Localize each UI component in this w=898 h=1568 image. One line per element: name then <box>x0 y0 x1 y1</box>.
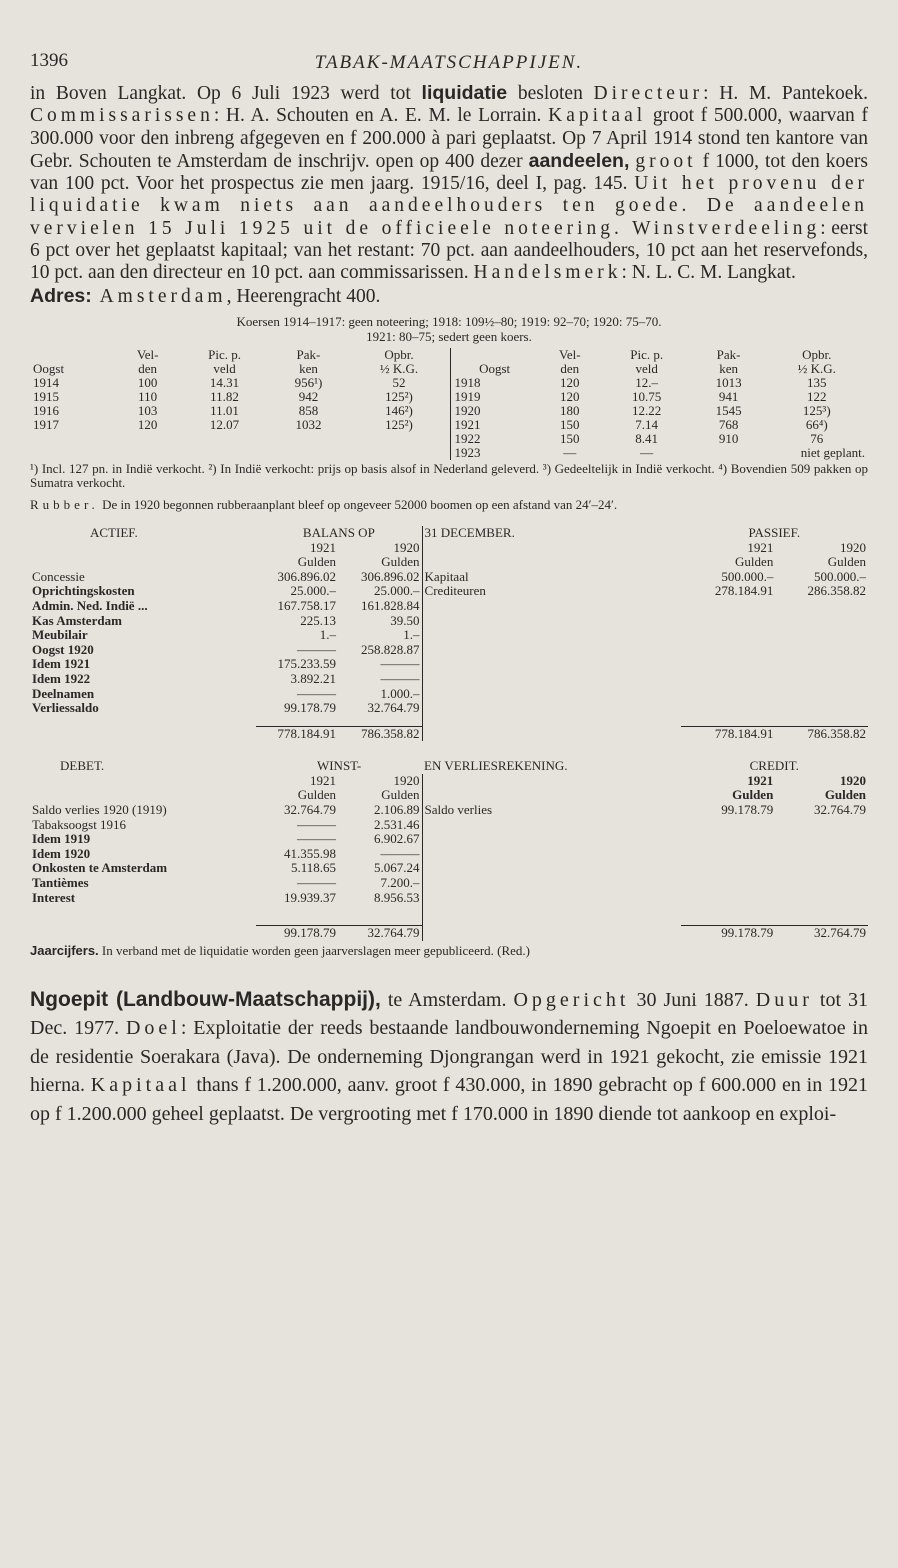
passief-title: PASSIEF. <box>748 525 801 540</box>
total-cell: 786.358.82 <box>338 726 422 741</box>
year-1921: 1921 <box>310 540 337 555</box>
statement-cell: ——— <box>380 846 420 861</box>
statement-cell <box>422 628 681 643</box>
statement-cell <box>681 599 776 614</box>
production-cell: 120 <box>137 416 158 432</box>
statement-cell: 175.233.59 <box>277 657 337 672</box>
statement-cell: 39.50 <box>390 613 420 628</box>
total-cell: 778.184.91 <box>681 726 776 741</box>
statement-row <box>30 818 868 833</box>
opgericht-value: 30 Juni 1887. <box>629 988 756 1011</box>
production-cell: 12.– <box>635 374 659 390</box>
production-cell: 858 <box>298 402 319 418</box>
year-1921: 1921 <box>747 540 774 555</box>
winstverdeeling-label: Winstverdeeling <box>622 217 821 239</box>
statement-cell: Tantièmes <box>32 876 89 891</box>
statement-cell: 2.531.46 <box>374 817 420 832</box>
aandeelen-term: aandeelen, <box>528 149 630 172</box>
statement-cell: 7.200.– <box>380 876 420 891</box>
statement-cell <box>775 876 868 891</box>
production-cell: 11.82 <box>210 388 239 404</box>
koersen-line-2: 1921: 80–75; sedert geen koers. <box>366 328 532 344</box>
statement-row <box>30 599 868 614</box>
statement-cell <box>681 818 776 833</box>
statement-cell: ——— <box>380 657 420 672</box>
statement-cell: 32.764.79 <box>284 803 337 818</box>
production-row <box>30 404 868 418</box>
production-cell: — <box>563 444 577 460</box>
production-cell: 1032 <box>295 416 322 432</box>
balans-title-b: 31 DECEMBER. <box>422 526 681 541</box>
statement-cell <box>681 891 776 906</box>
winst-totals-row <box>30 926 868 941</box>
header-cell: ken <box>719 360 738 376</box>
total-cell: 786.358.82 <box>775 726 868 741</box>
credit-title: CREDIT. <box>749 759 799 774</box>
statement-row <box>30 891 868 906</box>
production-cell: 180 <box>560 402 580 418</box>
statement-cell <box>681 628 776 643</box>
commissarissen-label: Commissarissen <box>30 105 214 127</box>
statement-cell: 1.– <box>319 628 337 643</box>
unit-label: Gulden <box>824 788 866 803</box>
production-cell: 7.14 <box>635 416 659 432</box>
statement-cell: 3.892.21 <box>290 671 337 686</box>
handelsmerk-label: Handelsmerk <box>473 262 622 284</box>
header-cell: veld <box>635 360 658 376</box>
total-cell: 778.184.91 <box>256 726 338 741</box>
production-cell: 122 <box>807 388 827 404</box>
statement-cell <box>775 628 868 643</box>
statement-cell <box>422 876 680 891</box>
statement-cell <box>422 861 680 876</box>
production-cell: 150 <box>560 416 580 432</box>
actief-title: ACTIEF. <box>90 525 138 540</box>
balans-totals-row <box>30 726 868 741</box>
statement-cell: Interest <box>32 890 76 905</box>
year-1920: 1920 <box>393 773 420 788</box>
statement-cell: 1.– <box>403 628 420 643</box>
header-cell <box>451 348 538 362</box>
header-cell: Opbr. <box>384 346 414 362</box>
statement-cell <box>681 832 776 847</box>
production-header-top <box>30 348 868 362</box>
production-cell: 11.01 <box>210 402 239 418</box>
statement-cell <box>422 614 681 629</box>
production-cell: 125²) <box>385 388 413 404</box>
intro-paragraph <box>30 82 868 308</box>
production-cell: 120 <box>560 374 580 390</box>
statement-cell: Idem 1922 <box>32 671 91 686</box>
statement-cell: 167.758.17 <box>277 598 337 613</box>
year-1920: 1920 <box>393 540 420 555</box>
statement-cell: ——— <box>297 686 337 701</box>
statement-cell <box>681 614 776 629</box>
doel-value: : Exploitatie der reeds bestaande landbouwonderneming Ngoepit en Poeloewatoe in de residentie Soerakara (Java). De onderneming Djongrangan werd in 1921 gekocht, zie emissie 1921 hierna. <box>30 1017 868 1097</box>
rubber-label: Rubber. <box>30 496 99 512</box>
production-cell: 1922 <box>451 432 538 446</box>
statement-cell: 25.000.– <box>290 584 337 599</box>
production-cell: 8.41 <box>635 430 659 446</box>
statement-cell <box>422 657 681 672</box>
statement-cell: 99.178.79 <box>284 701 337 716</box>
statement-cell: 41.355.98 <box>284 846 337 861</box>
statement-row <box>30 847 868 862</box>
winstverdeeling-value: : eerst 6 pct over het geplaatst kapitaal; van het restant: 70 pct. aan aandeelhouders, 10 pct aan het reservefonds, 10 pct. aan den directeur en 10 pct. aan commissarissen. <box>30 217 869 284</box>
production-cell: niet geplant. <box>800 444 865 460</box>
statement-cell: ——— <box>380 671 420 686</box>
unit-label: Gulden <box>732 788 774 803</box>
statement-cell <box>775 657 868 672</box>
statement-cell: Deelnamen <box>32 686 95 701</box>
production-row <box>30 446 868 460</box>
statement-cell: 278.184.91 <box>714 584 774 599</box>
statement-cell <box>422 687 681 702</box>
production-row <box>30 376 868 390</box>
directeur-label: Directeur <box>593 83 704 104</box>
production-cell: 125²) <box>385 416 413 432</box>
winst-title-b: EN VERLIESREKENING. <box>424 759 568 774</box>
production-cell: 66⁴) <box>805 416 828 432</box>
production-cell: 146²) <box>385 402 413 418</box>
statement-cell: Onkosten te Amsterdam <box>32 861 168 876</box>
statement-cell: Oogst 1920 <box>32 642 94 657</box>
jaarcijfers-paragraph <box>30 943 868 958</box>
statement-cell: Kas Amsterdam <box>32 613 122 628</box>
kapitaal-label: Kapitaal <box>90 1074 191 1097</box>
statement-cell: Crediteuren <box>422 584 681 599</box>
statement-cell: Verliessaldo <box>32 701 99 716</box>
unit-label: Gulden <box>381 555 420 570</box>
statement-cell: ——— <box>297 642 337 657</box>
unit-label: Gulden <box>735 555 774 570</box>
production-table <box>30 348 868 460</box>
winst-title-row <box>30 759 868 774</box>
company-name: Ngoepit (Landbouw-Maatschappij), <box>30 987 381 1011</box>
statement-cell <box>775 847 868 862</box>
statement-cell <box>775 643 868 658</box>
statement-cell: 500.000.– <box>721 569 774 584</box>
statement-cell: 5.118.65 <box>290 861 337 876</box>
production-cell: 12.22 <box>632 402 662 418</box>
statement-cell <box>681 847 776 862</box>
statement-cell <box>681 687 776 702</box>
statement-cell <box>681 861 776 876</box>
statement-row <box>30 876 868 891</box>
statement-cell: 306.896.02 <box>361 569 420 584</box>
production-cell: 1921 <box>451 418 538 432</box>
statement-cell <box>422 701 681 716</box>
production-cell: 110 <box>138 388 158 404</box>
production-cell <box>269 446 347 460</box>
statement-cell <box>775 687 868 702</box>
header-cell: Pak- <box>296 346 321 362</box>
statement-cell: 225.13 <box>300 613 337 628</box>
year-1920: 1920 <box>840 540 866 555</box>
statement-cell <box>681 643 776 658</box>
year-1920: 1920 <box>840 773 866 788</box>
opgericht-label: Opgericht <box>513 988 630 1011</box>
header-cell: Opbr. <box>802 346 832 362</box>
production-cell: 125³) <box>802 402 831 418</box>
production-cell: — <box>640 444 654 460</box>
production-header-bottom <box>30 362 868 376</box>
statement-cell <box>775 891 868 906</box>
production-cell <box>180 432 270 446</box>
ngoepit-paragraph <box>30 986 868 1129</box>
statement-cell: 286.358.82 <box>807 584 866 599</box>
header-cell: den <box>560 360 580 376</box>
statement-cell: 8.956.53 <box>374 890 420 905</box>
statement-row <box>30 570 868 585</box>
statement-cell: Idem 1919 <box>32 832 91 847</box>
header-cell: Oogst <box>451 362 538 376</box>
header-cell: veld <box>213 360 236 376</box>
production-cell <box>116 432 180 446</box>
statement-cell <box>422 832 680 847</box>
statement-cell: 2.106.89 <box>374 803 420 818</box>
statement-row <box>30 657 868 672</box>
statement-cell <box>775 861 868 876</box>
ngoepit-location: te Amsterdam. <box>380 988 514 1011</box>
intro-text-1: in Boven Langkat. Op 6 Juli 1923 werd tot <box>30 83 422 104</box>
statement-cell <box>775 701 868 716</box>
statement-cell: ——— <box>297 817 337 832</box>
statement-cell <box>422 672 681 687</box>
statement-cell: 306.896.02 <box>277 569 337 584</box>
production-cell: 135 <box>807 374 827 390</box>
production-cell: 1914 <box>33 374 59 390</box>
statement-cell <box>681 672 776 687</box>
statement-cell: 5.067.24 <box>374 861 420 876</box>
header-cell <box>30 348 116 362</box>
statement-row <box>30 614 868 629</box>
balans-title-row <box>30 526 868 541</box>
production-row <box>30 432 868 446</box>
statement-row <box>30 861 868 876</box>
statement-cell: Tabaksoogst 1916 <box>32 817 127 832</box>
production-cell: 1916 <box>33 402 59 418</box>
duur-label: Duur <box>755 988 813 1011</box>
commissarissen-value: : H. A. Schouten en A. E. M. le Lorrain. <box>213 105 549 127</box>
statement-cell: 32.764.79 <box>814 803 866 818</box>
balans-table <box>30 526 868 741</box>
statement-row <box>30 687 868 702</box>
statement-cell: Saldo verlies <box>422 803 680 818</box>
statement-cell: 19.939.37 <box>284 890 337 905</box>
production-cell <box>116 446 180 460</box>
header-cell: den <box>138 360 158 376</box>
header-cell: Vel- <box>558 346 581 362</box>
production-cell: 956¹) <box>294 374 323 390</box>
statement-cell: 99.178.79 <box>721 803 774 818</box>
adres-label: Adres: <box>30 284 92 307</box>
rubber-text: De in 1920 begonnen rubberaanplant bleef op ongeveer 52000 boomen op een afstand van 24′–24′. <box>98 496 618 512</box>
liquidatie-term: liquidatie <box>421 82 508 104</box>
running-title: TABAK-MAATSCHAPPIJEN. <box>314 52 584 73</box>
kapitaal-label: Kapitaal <box>548 105 647 127</box>
production-cell <box>30 432 116 446</box>
unit-label: Gulden <box>297 555 337 570</box>
header-cell: Vel- <box>136 346 159 362</box>
statement-row <box>30 803 868 818</box>
production-cell: 120 <box>560 388 580 404</box>
statement-cell <box>422 847 680 862</box>
statement-cell: Idem 1921 <box>32 657 91 672</box>
statement-cell: 25.000.– <box>374 584 420 599</box>
adres-city: Amsterdam <box>91 285 227 307</box>
production-row <box>30 390 868 404</box>
koersen-line-1: Koersen 1914–1917: geen noteering; 1918: 109½–80; 1919: 92–70; 1920: 75–70. <box>236 313 662 329</box>
statement-cell: 6.902.67 <box>374 832 420 847</box>
production-cell: 1919 <box>451 390 538 404</box>
kapitaal-value: thans f 1.200.000, aanv. groot f 430.000, in 1890 gebracht op f 600.000 en in 1921 op f 1.200.000 geheel geplaatst. De vergrooting met f 170.000 in 1890 diende tot aankoop en exploi- <box>30 1074 868 1125</box>
statement-cell <box>775 818 868 833</box>
jaarcijfers-label: Jaarcijfers. <box>30 942 99 958</box>
statement-cell: 32.764.79 <box>367 701 420 716</box>
statement-cell: Concessie <box>32 569 85 584</box>
statement-row <box>30 643 868 658</box>
header-cell: ½ K.G. <box>797 360 836 376</box>
statement-cell <box>775 614 868 629</box>
statement-row <box>30 584 868 599</box>
statement-cell <box>775 672 868 687</box>
statement-cell <box>422 643 681 658</box>
statement-cell: ——— <box>297 876 337 891</box>
page-header <box>30 46 868 82</box>
unit-label: Gulden <box>297 788 337 803</box>
production-cell: 1920 <box>451 404 538 418</box>
statement-row <box>30 672 868 687</box>
winst-title-a: WINST- <box>316 759 362 774</box>
header-cell: Pic. p. <box>630 346 664 362</box>
header-cell: Pic. p. <box>208 346 241 362</box>
statement-row <box>30 832 868 847</box>
production-cell: 52 <box>392 374 406 390</box>
statement-cell: Saldo verlies 1920 (1919) <box>32 803 167 818</box>
unit-label: Gulden <box>381 788 420 803</box>
production-cell <box>30 446 116 460</box>
statement-cell <box>775 832 868 847</box>
statement-cell <box>681 657 776 672</box>
directeur-value: : H. M. Pantekoek. <box>703 83 868 104</box>
statement-cell <box>681 876 776 891</box>
groot-term: groot <box>635 150 697 172</box>
production-cell: 768 <box>718 416 739 432</box>
page-number: 1396 <box>30 50 68 71</box>
header-cell: Oogst <box>33 360 65 376</box>
winst-years-row <box>30 774 868 789</box>
production-cell: 1013 <box>715 374 742 390</box>
production-cell <box>347 446 451 460</box>
total-cell: 32.764.79 <box>338 926 422 941</box>
balans-years-row <box>30 541 868 556</box>
production-cell: 1915 <box>33 388 59 404</box>
duur-value: tot 31 Dec. 1977. <box>30 988 868 1040</box>
production-cell <box>347 432 451 446</box>
production-cell: 910 <box>718 430 739 446</box>
production-cell <box>180 446 270 460</box>
doel-label: Doel <box>125 1017 181 1040</box>
production-cell: 14.31 <box>209 374 240 390</box>
statement-cell <box>775 599 868 614</box>
ngoepit-section <box>30 986 868 1129</box>
statement-cell: Oprichtingskosten <box>32 584 135 599</box>
statement-cell <box>681 701 776 716</box>
statement-cell: 161.828.84 <box>361 598 420 613</box>
unit-label: Gulden <box>827 555 866 570</box>
total-cell: 32.764.79 <box>775 926 868 941</box>
production-cell: 1545 <box>715 402 742 418</box>
statement-cell: ——— <box>297 832 337 847</box>
production-cell: 76 <box>810 430 824 446</box>
total-cell: 99.178.79 <box>256 926 338 941</box>
intro-text-3: f 1000, tot den koers van 100 pct. Voor het prospectus zie men jaarg. 1915/16, deel I, pag. 145. <box>30 150 868 195</box>
intro-text-2: besloten <box>507 83 594 104</box>
header-cell: ½ K.G. <box>379 360 419 376</box>
production-cell: 942 <box>298 388 319 404</box>
header-cell: ken <box>299 360 318 376</box>
statement-row <box>30 701 868 716</box>
statement-cell: Meubilair <box>32 628 88 643</box>
year-1921: 1921 <box>747 773 774 788</box>
statement-cell <box>422 599 681 614</box>
koersen-block <box>30 314 868 344</box>
total-cell: 99.178.79 <box>681 926 776 941</box>
production-cell: 10.75 <box>632 388 662 404</box>
handelsmerk-value: : N. L. C. M. Langkat. <box>621 262 796 284</box>
debet-title: DEBET. <box>60 759 105 774</box>
winst-unit-row <box>30 788 868 803</box>
balans-unit-row <box>30 555 868 570</box>
production-cell: 12.07 <box>209 416 240 432</box>
year-1921: 1921 <box>310 773 337 788</box>
jaarcijfers-text: In verband met de liquidatie worden geen jaarverslagen meer gepubliceerd. (Red.) <box>98 942 531 958</box>
production-cell: 1917 <box>33 416 59 432</box>
statement-cell: Admin. Ned. Indië ... <box>32 598 148 613</box>
production-cell <box>269 432 347 446</box>
production-cell: 941 <box>718 388 739 404</box>
winst-table <box>30 759 868 941</box>
statement-cell: Idem 1920 <box>32 846 91 861</box>
header-cell: Pak- <box>716 346 741 362</box>
production-cell: 100 <box>137 374 158 390</box>
footnotes: ¹) Incl. 127 pn. in Indië verkocht. ²) In Indië verkocht: prijs op basis alsof in Nederland geleverd. ³) Gedeeltelijk in Indië verkocht. ⁴) Bovendien 509 pakken op Sumatra verkocht. <box>30 460 868 490</box>
statement-cell: 1.000.– <box>380 686 420 701</box>
statement-row <box>30 628 868 643</box>
statement-cell <box>422 891 680 906</box>
statement-cell: 258.828.87 <box>361 642 420 657</box>
statement-cell <box>422 818 680 833</box>
balans-title-a: BALANS OP <box>302 525 375 540</box>
statement-cell: 500.000.– <box>814 569 866 584</box>
production-cell: 150 <box>560 430 580 446</box>
production-cell: 1918 <box>451 376 538 390</box>
rubber-paragraph <box>30 498 868 512</box>
kapitaal-value: groot f 500.000, waarvan f 300.000 voor den inbreng afgegeven en f 200.000 à pari geplaatst. Op 7 April 1914 stond ten kantore van Gebr. Schouten te Amsterdam de inschrijv. open op 400 dezer <box>30 105 868 172</box>
production-cell: 1923 <box>451 446 538 460</box>
production-cell: 103 <box>137 402 158 418</box>
adres-rest: , Heerengracht 400. <box>226 285 381 307</box>
provenu-sentence: Uit het provenu der liquidatie kwam niets aan aandeelhouders ten goede. De aandeelen vervielen 15 Juli 1925 uit de officieele noteering. <box>30 173 868 239</box>
statement-cell: Kapitaal <box>422 570 681 585</box>
production-row <box>30 418 868 432</box>
